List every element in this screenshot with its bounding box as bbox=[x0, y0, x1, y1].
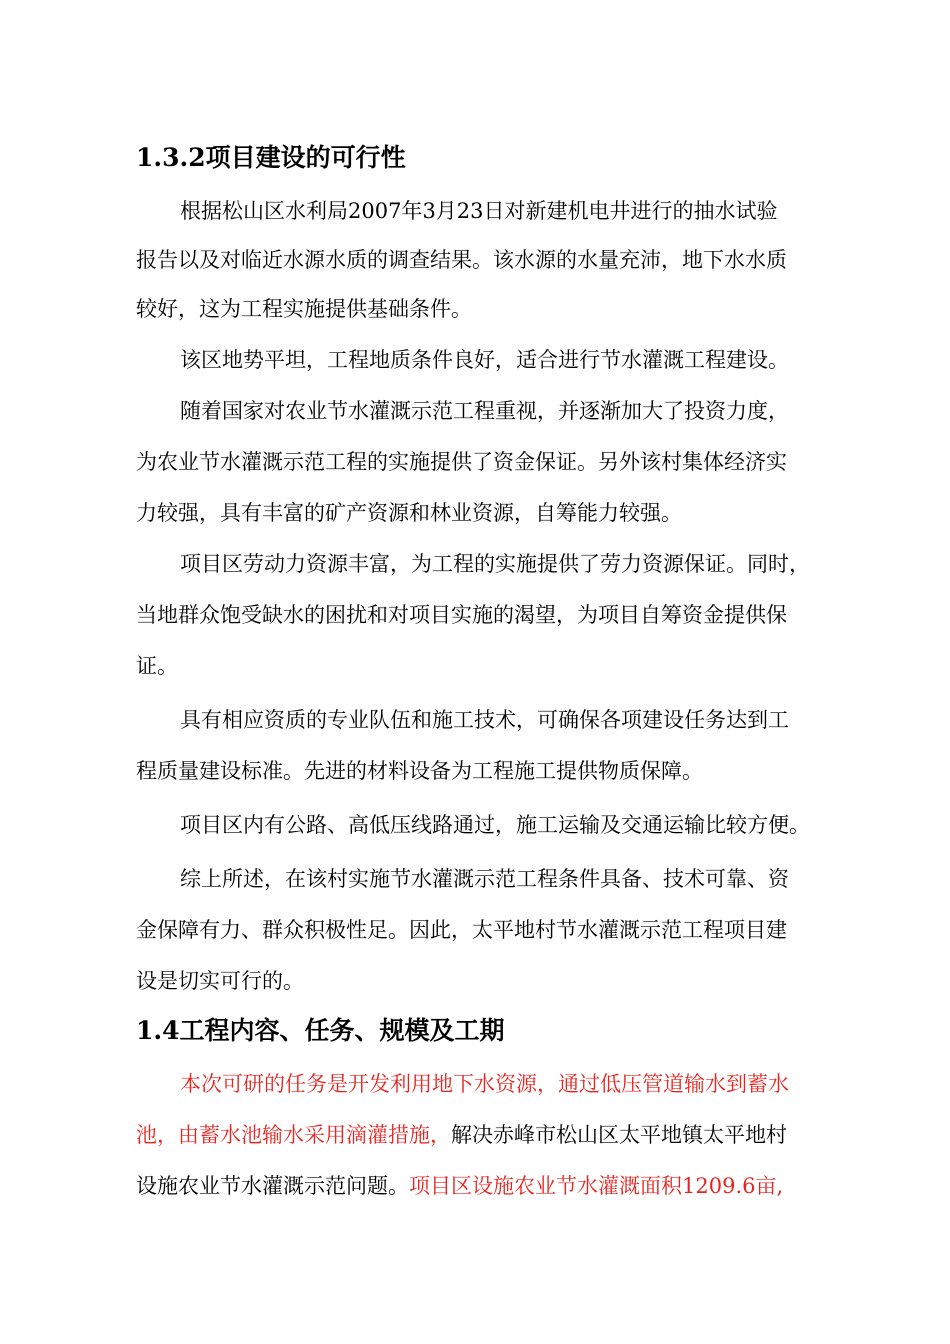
paragraph-line: 项目区内有公路、高低压线路通过，施工运输及交通运输比较方便。 bbox=[180, 813, 810, 837]
paragraph-line: 设是切实可行的。 bbox=[136, 969, 304, 993]
paragraph-line: 报告以及对临近水源水质的调查结果。该水源的水量充沛，地下水水质 bbox=[136, 248, 787, 272]
paragraph-line: 随着国家对农业节水灌溉示范工程重视，并逐渐加大了投资力度， bbox=[180, 399, 789, 423]
plain-text: 解决赤峰市松山区太平地镇太平地村 bbox=[451, 1123, 787, 1147]
paragraph-line: 较好，这为工程实施提供基础条件。 bbox=[136, 297, 472, 321]
paragraph-line: 该区地势平坦，工程地质条件良好，适合进行节水灌溉工程建设。 bbox=[180, 348, 789, 372]
mixed-line bbox=[136, 1122, 787, 1148]
paragraph-line: 当地群众饱受缺水的困扰和对项目实施的渴望，为项目自筹资金提供保 bbox=[136, 603, 787, 627]
paragraph-line: 力较强，具有丰富的矿产资源和林业资源，自筹能力较强。 bbox=[136, 501, 682, 525]
paragraph-line: 金保障有力、群众积极性足。因此，太平地村节水灌溉示范工程项目建 bbox=[136, 918, 787, 942]
highlighted-line: 本次可研的任务是开发利用地下水资源，通过低压管道输水到蓄水 bbox=[180, 1072, 789, 1096]
paragraph-line: 为农业节水灌溉示范工程的实施提供了资金保证。另外该村集体经济实 bbox=[136, 450, 787, 474]
section-heading-1-4: 1.4工程内容、任务、规模及工期 bbox=[136, 1016, 505, 1045]
paragraph-line: 综上所述，在该村实施节水灌溉示范工程条件具备、技术可靠、资 bbox=[180, 867, 789, 891]
paragraph-line: 证。 bbox=[136, 654, 178, 678]
section-heading-1-3-2: 1.3.2项目建设的可行性 bbox=[136, 143, 406, 172]
paragraph-line: 项目区劳动力资源丰富，为工程的实施提供了劳力资源保证。同时， bbox=[180, 552, 810, 576]
highlighted-text: 项目区设施农业节水灌溉面积1209.6亩, bbox=[409, 1174, 784, 1198]
plain-text: 设施农业节水灌溉示范问题。 bbox=[136, 1174, 409, 1198]
mixed-line bbox=[136, 1173, 783, 1199]
paragraph-line: 根据松山区水利局2007年3月23日对新建机电井进行的抽水试验 bbox=[180, 199, 778, 223]
paragraph-line: 程质量建设标准。先进的材料设备为工程施工提供物质保障。 bbox=[136, 759, 703, 783]
highlighted-text: 池，由蓄水池输水采用滴灌措施， bbox=[136, 1123, 451, 1147]
paragraph-line: 具有相应资质的专业队伍和施工技术，可确保各项建设任务达到工 bbox=[180, 708, 789, 732]
